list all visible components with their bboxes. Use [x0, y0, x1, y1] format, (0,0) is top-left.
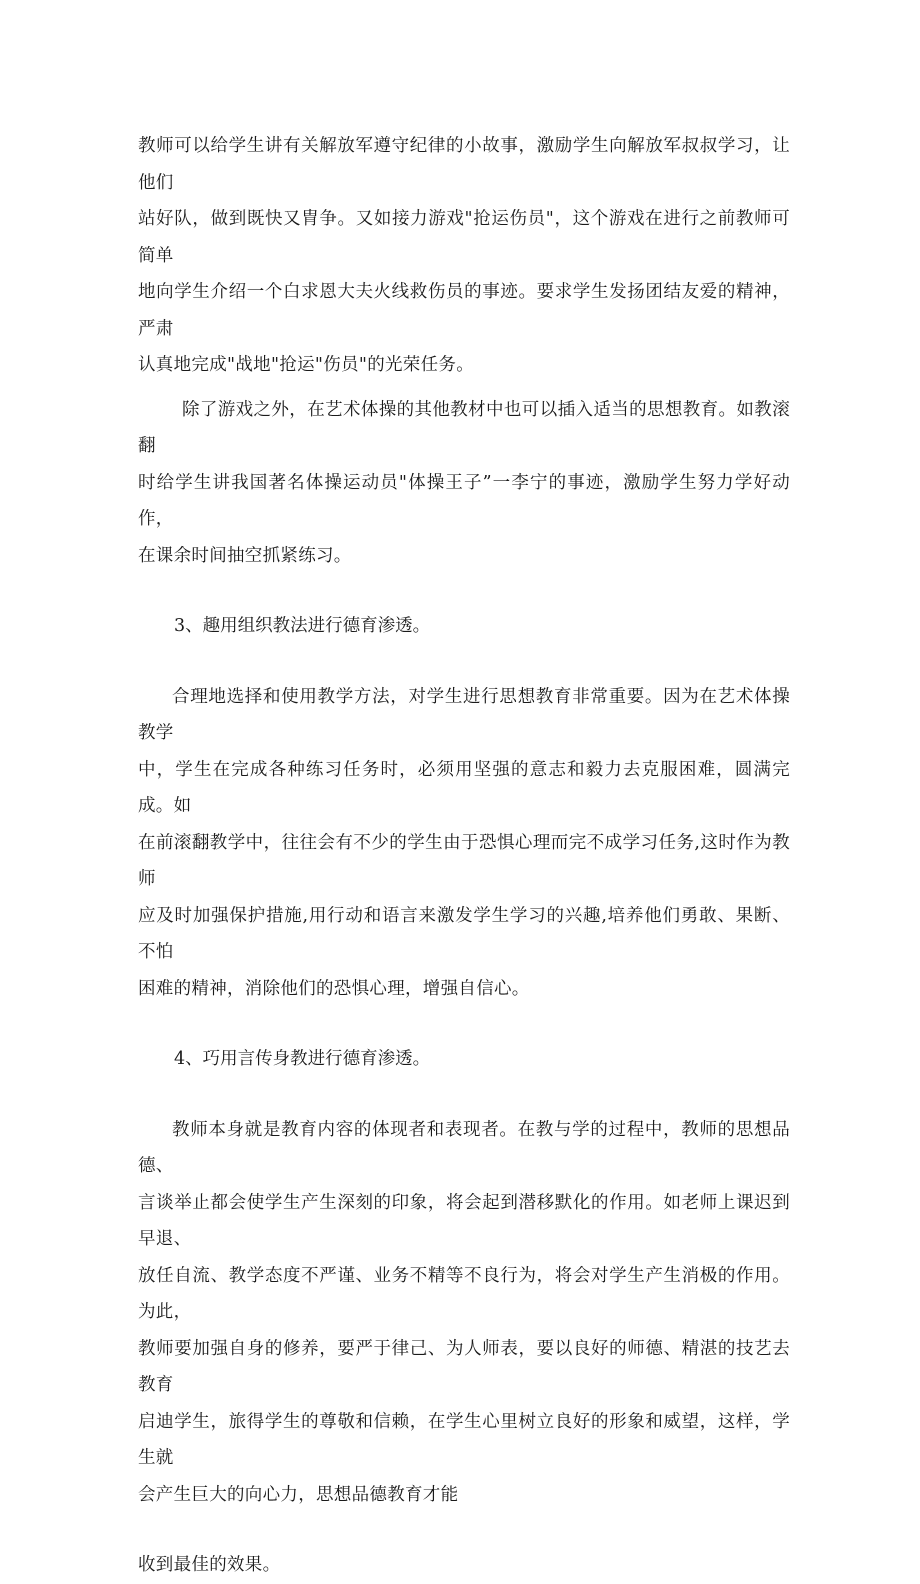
paragraph-4: [138, 1112, 790, 1514]
section-heading-4: 4、巧用言传身教进行德育渗透。: [174, 1049, 431, 1069]
text-line: 言谈举止都会使学生产生深刻的印象，将会起到潜移默化的作用。如老师上课迟到早退、: [138, 1192, 790, 1249]
text-line: 中，学生在完成各种练习任务时，必须用坚强的意志和毅力去克服困难，圆满完成。如: [138, 759, 790, 816]
text-line: 在课余时间抽空抓紧练习。: [138, 545, 352, 566]
text-line: 应及时加强保护措施,用行动和语言来激发学生学习的兴趣,培养他们勇敢、果断、不怕: [138, 905, 790, 962]
text-line: 会产生巨大的向心力，思想品德教育才能: [138, 1484, 459, 1505]
text-line: 教师本身就是教育内容的体现者和表现者。在教与学的过程中，教师的思想品德、: [138, 1119, 790, 1176]
document-page: [138, 128, 790, 1584]
text-line: 启迪学生，旅得学生的尊敬和信赖，在学生心里树立良好的形象和威望，这样，学生就: [138, 1411, 790, 1468]
paragraph-5: [138, 1547, 790, 1584]
text-line: 时给学生讲我国著名体操运动员"体操王子”一李宁的事迹，激励学生努力学好动作，: [138, 472, 790, 529]
paragraph-1: [138, 128, 790, 384]
text-line: 地向学生介绍一个白求恩大夫火线救伤员的事迹。要求学生发扬团结友爱的精神，严肃: [138, 282, 790, 339]
text-line: 认真地完成"战地"抢运"伤员"的光荣任务。: [138, 355, 474, 375]
text-line: 除了游戏之外，在艺术体操的其他教材中也可以插入适当的思想教育。如教滚翻: [138, 399, 790, 456]
text-line: 教师可以给学生讲有关解放军遵守纪律的小故事，激励学生向解放军叔叔学习，让他们: [138, 136, 790, 193]
text-line: 合理地选择和使用教学方法，对学生进行思想教育非常重要。因为在艺术体操教学: [138, 686, 790, 743]
text-line: 困难的精神，消除他们的恐惧心理，增强自信心。: [138, 978, 530, 999]
text-line: 站好队，做到既快又胄争。又如接力游戏"抢运伤员"，这个游戏在进行之前教师可简单: [138, 209, 790, 266]
text-line: 收到最佳的效果。: [138, 1555, 281, 1575]
paragraph-3: [138, 679, 790, 1008]
paragraph-2: [138, 392, 790, 575]
text-line: 在前滚翻教学中，往往会有不少的学生由于恐惧心理而完不成学习任务,这时作为教师: [138, 832, 790, 889]
text-line: 教师要加强自身的修养，要严于律己、为人师表，要以良好的师德、精湛的技艺去教育: [138, 1338, 790, 1395]
section-heading-3: 3、趣用组织教法进行德育渗透。: [174, 616, 431, 636]
text-line: 放任自流、教学态度不严谨、业务不精等不良行为，将会对学生产生消极的作用。为此，: [138, 1265, 790, 1322]
